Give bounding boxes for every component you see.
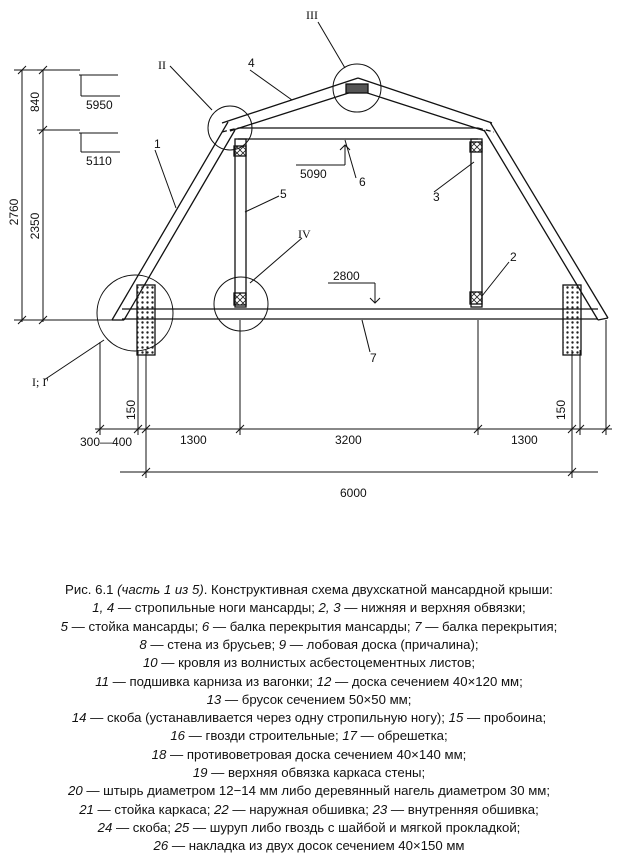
horizontal-dimensions	[95, 320, 612, 478]
dim-3200: 3200	[335, 433, 362, 447]
caption-line	[6, 709, 612, 727]
caption-text: — доска сечением 40×120 мм;	[331, 673, 523, 689]
part-number-1: 1	[154, 137, 161, 151]
caption-item-number: 20	[67, 783, 83, 799]
caption-text: Рис. 6.1	[65, 582, 118, 597]
caption-item-number: 6	[201, 618, 210, 634]
caption-item-number: 12	[316, 673, 332, 689]
caption-text: — брусок сечением 50×50 мм;	[221, 691, 412, 707]
caption-item-number: 5	[60, 618, 68, 634]
caption-text: — стойка мансарды;	[68, 618, 202, 634]
caption-item-number: 17	[342, 728, 357, 744]
caption-line	[6, 673, 612, 691]
caption-line	[6, 727, 612, 745]
caption-line	[6, 691, 612, 709]
caption-item-number: (часть 1 из 5)	[117, 582, 204, 597]
part-number-6: 6	[359, 175, 366, 189]
caption-item-number: 15	[448, 710, 464, 726]
caption-item-number: 22	[214, 801, 229, 817]
drawing-labels	[7, 8, 568, 500]
caption-item-number: 8	[139, 636, 147, 652]
caption-item-number: 23	[372, 801, 388, 817]
caption-line	[6, 618, 612, 636]
caption-item-number: 13	[206, 691, 222, 707]
caption-text: — противоветровая доска сечением 40×140 мм;	[166, 746, 467, 762]
caption-line	[6, 764, 612, 782]
caption-text: — кровля из волнистых асбестоцементных листов;	[157, 655, 476, 671]
caption-line	[6, 581, 612, 599]
caption-text: — шуруп либо гвоздь с шайбой и мягкой прокладкой;	[189, 819, 521, 835]
caption-item-number: 9	[278, 636, 287, 652]
label-ii: II	[158, 58, 166, 72]
caption-text: — балка перекрытия мансарды;	[209, 618, 415, 634]
dim-150-left: 150	[124, 399, 138, 421]
caption-item-number: 1, 4	[92, 600, 115, 616]
label-iv: IV	[298, 227, 311, 241]
caption-item-number: 21	[79, 801, 94, 817]
caption-text: — пробоина;	[463, 710, 547, 726]
caption-item-number: 10	[142, 655, 158, 671]
caption-item-number: 2, 3	[318, 600, 341, 616]
caption-line	[6, 746, 612, 764]
log-wall-right	[563, 285, 581, 355]
dim-1300-left: 1300	[180, 433, 207, 447]
caption-item-number: 24	[97, 819, 113, 835]
upper-binder-right	[470, 142, 482, 152]
caption-text: — штырь диаметром 12−14 мм либо деревянный нагель диаметром 30 мм;	[82, 783, 551, 799]
caption-item-number: 19	[192, 765, 208, 780]
level-5950: 5950	[86, 98, 113, 112]
part-number-7: 7	[370, 351, 377, 365]
mansard-post-left	[235, 139, 246, 307]
caption-item-number: 7	[414, 618, 422, 634]
caption-text: — скоба;	[112, 819, 175, 835]
caption-text: — балка перекрытия;	[421, 618, 558, 634]
detail-circle-i	[97, 275, 173, 351]
label-i: I; I'	[32, 375, 49, 389]
part-leaders	[155, 70, 509, 352]
ridge-block	[346, 84, 368, 93]
caption-text: — подшивка карниза из вагонки;	[108, 673, 317, 689]
caption-text: — обрешетка;	[356, 728, 448, 744]
level-5090: 5090	[300, 167, 327, 181]
level-2800: 2800	[333, 269, 360, 283]
upper-rafter-left	[222, 78, 358, 123]
caption-text: — скоба (устанавливается через одну стропильную ногу);	[86, 710, 449, 726]
roof-frame	[112, 78, 608, 355]
caption-text: — внутренняя обшивка;	[387, 801, 539, 817]
level-5110: 5110	[86, 154, 112, 168]
caption-text: — верхняя обвязка каркаса стены;	[207, 765, 426, 780]
dim-150-right: 150	[554, 399, 568, 421]
caption-line	[6, 801, 612, 819]
dim-2350: 2350	[28, 212, 42, 240]
caption-text: — лобовая доска (причалина);	[286, 636, 479, 652]
label-iii: III	[306, 8, 318, 22]
dim-840: 840	[28, 91, 42, 113]
detail-callouts	[44, 22, 381, 380]
lower-binder-left	[234, 293, 246, 305]
dim-6000: 6000	[340, 486, 367, 500]
caption-line	[6, 654, 612, 672]
caption-text: — стена из брусьев;	[146, 636, 279, 652]
caption-line	[6, 636, 612, 654]
dim-1300-right: 1300	[511, 433, 538, 447]
lower-rafter-right	[490, 122, 608, 318]
caption-text: — накладка из двух досок сечением 40×150 мм	[168, 838, 465, 854]
caption-line	[6, 837, 612, 855]
part-number-5: 5	[280, 187, 287, 201]
dim-overhang: 300—400	[80, 435, 133, 449]
caption-text: — гвозди строительные;	[185, 728, 343, 744]
part-number-3: 3	[433, 190, 440, 204]
caption-line	[6, 782, 612, 800]
upper-rafter-right	[358, 78, 492, 123]
caption-item-number: 18	[151, 746, 167, 762]
caption-text: — наружная обшивка;	[228, 801, 373, 817]
part-number-2: 2	[510, 250, 517, 264]
caption-text: — стропильные ноги мансарды;	[114, 600, 319, 616]
caption-item-number: 14	[71, 710, 87, 726]
dim-2760: 2760	[7, 198, 21, 226]
lower-rafter-left	[112, 122, 228, 320]
part-number-4: 4	[248, 56, 255, 70]
log-wall-left	[137, 285, 155, 355]
caption-line	[6, 599, 612, 617]
caption-item-number: 16	[170, 728, 186, 744]
caption-text: — стойка каркаса;	[93, 801, 215, 817]
caption-item-number: 25	[174, 819, 190, 835]
caption-text: . Конструктивная схема двухскатной мансардной крыши:	[203, 582, 553, 597]
lower-binder-right	[470, 292, 482, 304]
caption-item-number: 11	[95, 673, 109, 689]
mansard-post-right	[471, 139, 482, 307]
caption-item-number: 26	[153, 838, 169, 854]
caption-line	[6, 819, 612, 837]
caption-text: — нижняя и верхняя обвязки;	[340, 600, 526, 616]
